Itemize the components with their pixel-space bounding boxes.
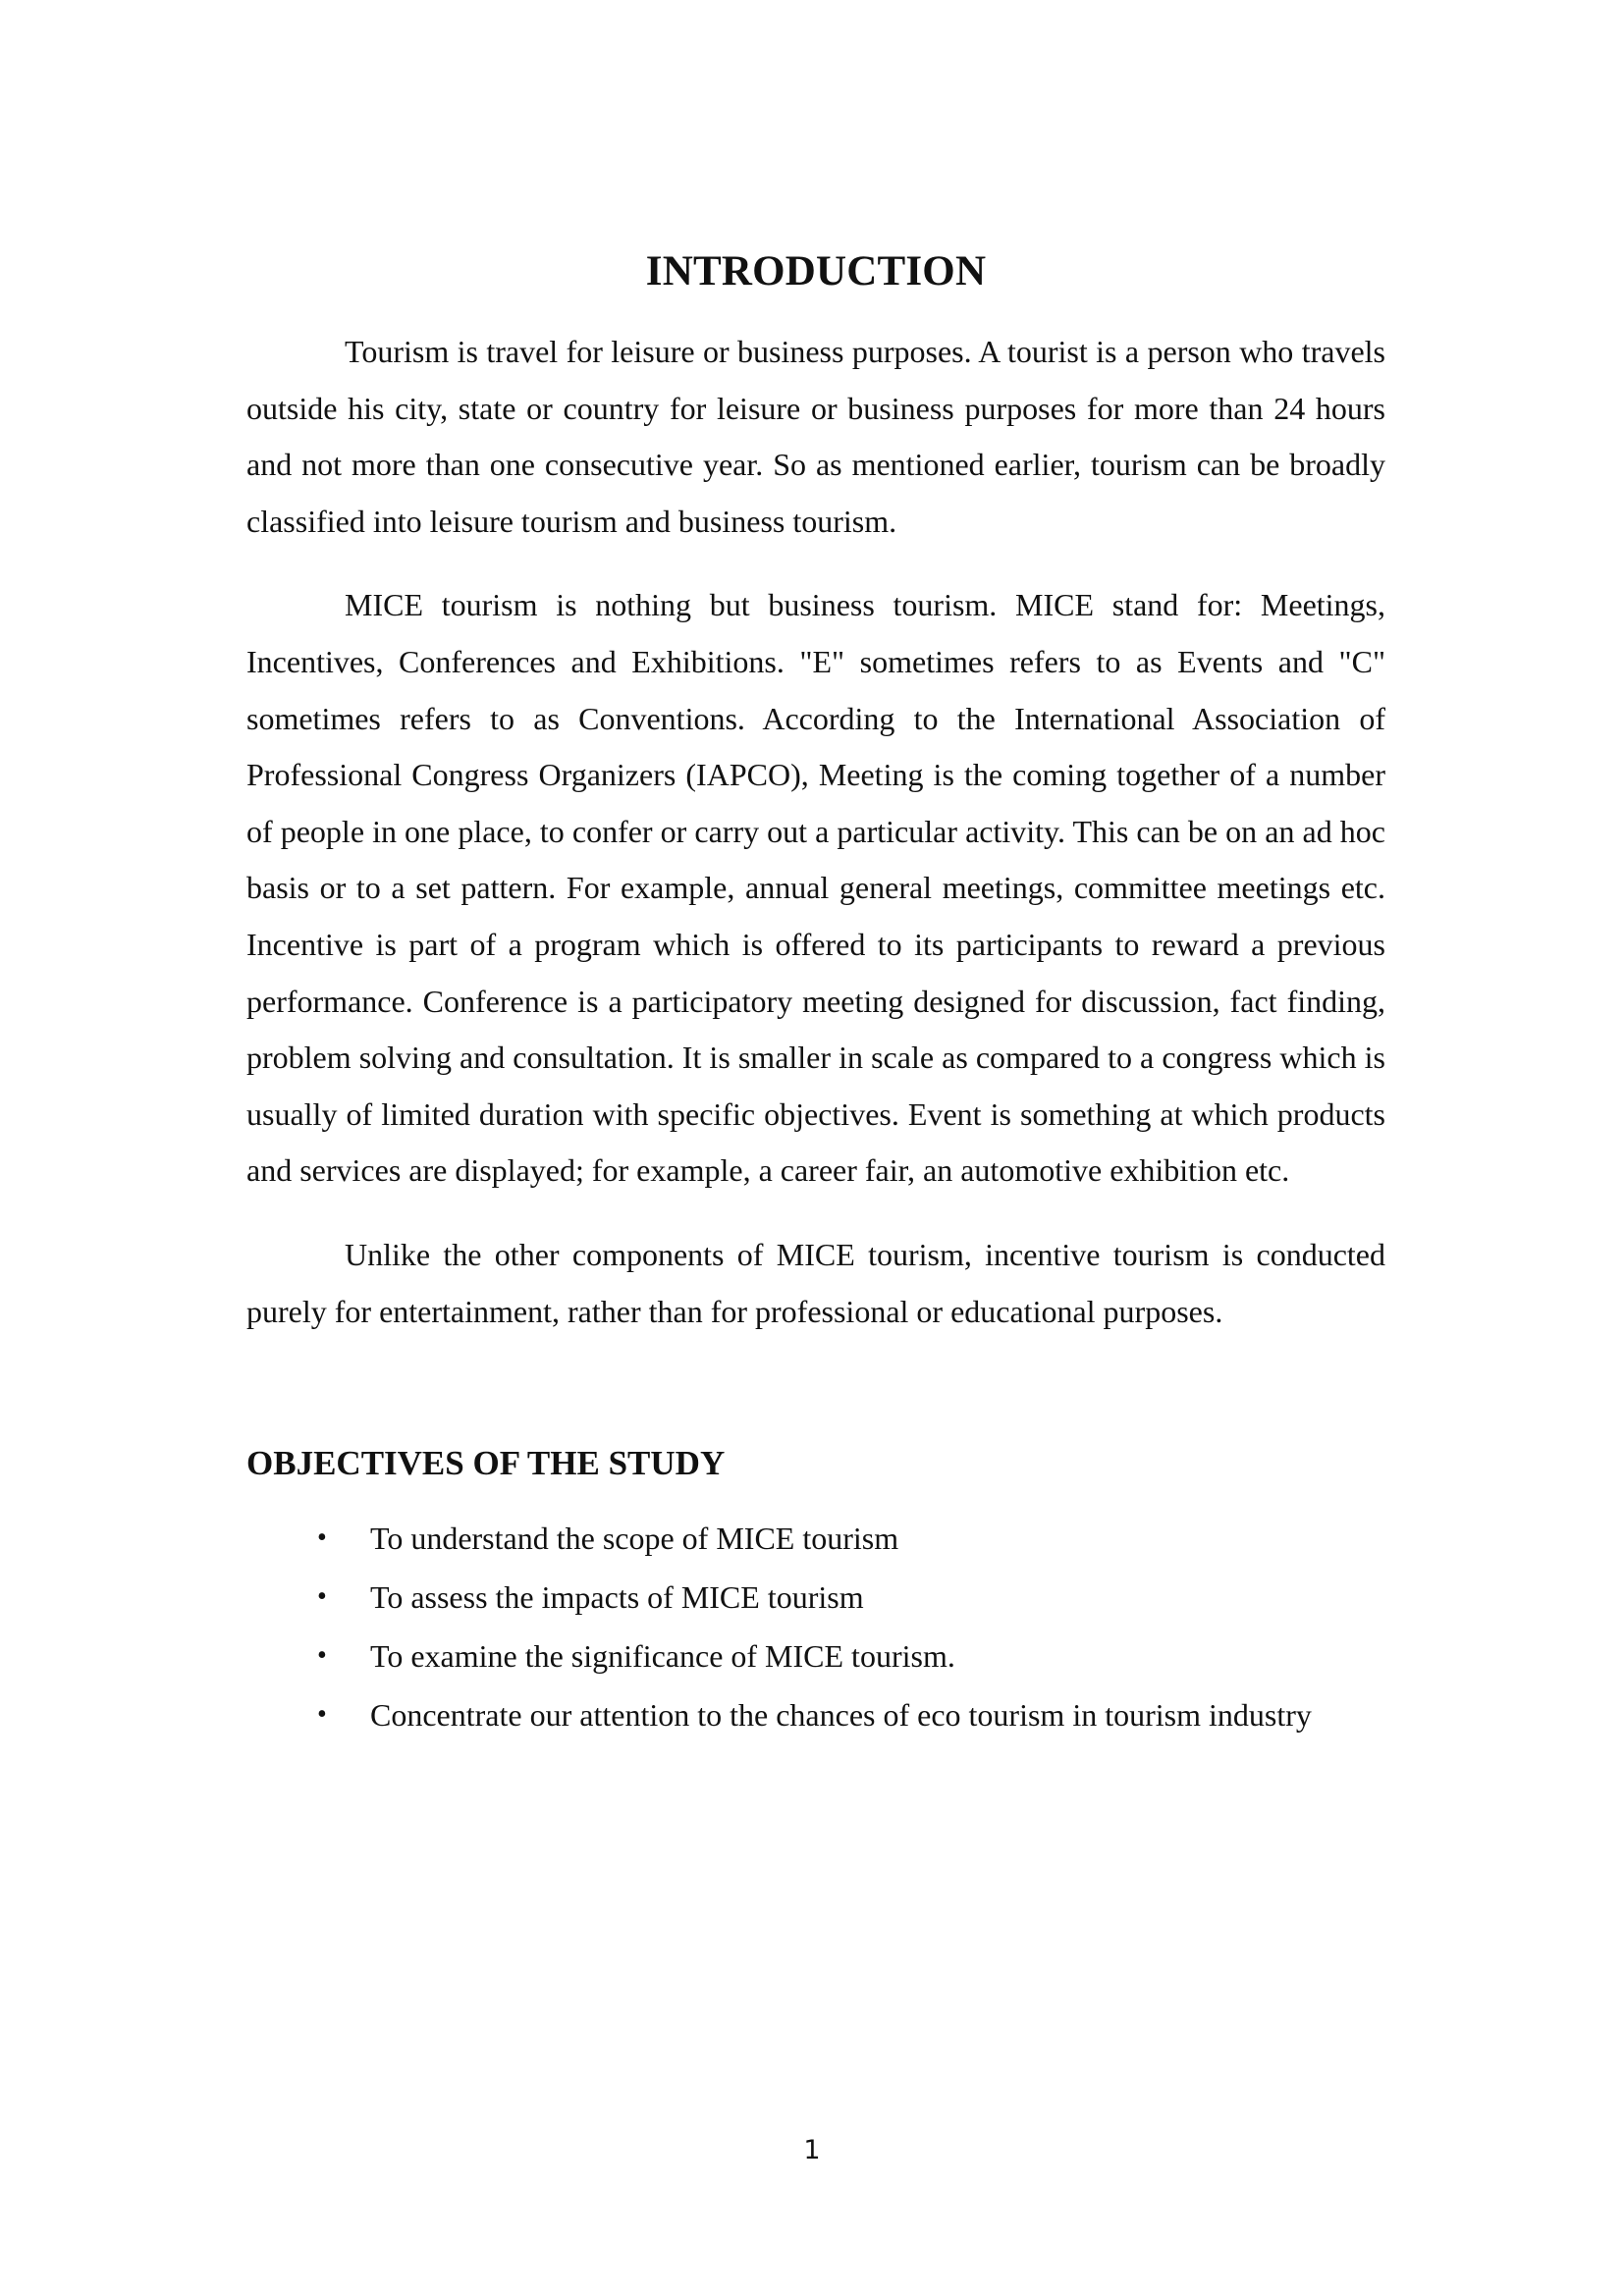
list-item	[246, 1685, 1385, 1744]
page-content	[246, 238, 1385, 1744]
bullet-icon: •	[317, 1581, 327, 1613]
intro-paragraph-1: Tourism is travel for leisure or business purposes. A tourist is a person who travels outside his city, state or country for leisure or business purposes for more than 24 hours and not more than one consecutive year. So as mentioned earlier, tourism can be broadly classified into leisure tourism and business tourism.	[246, 334, 1385, 539]
bullet-icon: •	[317, 1522, 327, 1554]
objectives-list	[246, 1509, 1385, 1744]
intro-paragraph-3: Unlike the other components of MICE tourism, incentive tourism is conducted purely for entertainment, rather than for professional or educational purposes.	[246, 1236, 1385, 1329]
bullet-icon: •	[317, 1640, 327, 1672]
objective-text: To examine the significance of MICE tourism.	[370, 1638, 955, 1675]
bullet-icon: •	[317, 1699, 327, 1731]
objective-text: To understand the scope of MICE tourism	[370, 1521, 899, 1557]
objective-text: Concentrate our attention to the chances of eco tourism in tourism industry	[370, 1697, 1312, 1734]
page-title: INTRODUCTION	[645, 248, 987, 294]
list-item	[246, 1568, 1385, 1627]
list-item	[246, 1627, 1385, 1685]
objective-text: To assess the impacts of MICE tourism	[370, 1579, 864, 1616]
list-item	[246, 1509, 1385, 1568]
objectives-heading: OBJECTIVES OF THE STUDY	[246, 1444, 726, 1483]
intro-paragraph-2: MICE tourism is nothing but business tourism. MICE stand for: Meetings, Incentives, Conferences and Exhibitions. "E" sometimes refers to as Events and "C" sometimes refers to as Conventions. According to the International Association of Professional Congress Organizers (IAPCO), Meeting is the coming together of a number of people in one place, to confer or carry out a particular activity. This can be on an ad hoc basis or to a set pattern. For example, annual general meetings, committee meetings etc. Incentive is part of a program which is offered to its participants to reward a previous performance. Conference is a participatory meeting designed for discussion, fact finding, problem solving and consultation. It is smaller in scale as compared to a congress which is usually of limited duration with specific objectives. Event is something at which products and services are displayed; for example, a career fair, an automotive exhibition etc.	[246, 587, 1385, 1189]
page-number: 1	[803, 2135, 821, 2165]
